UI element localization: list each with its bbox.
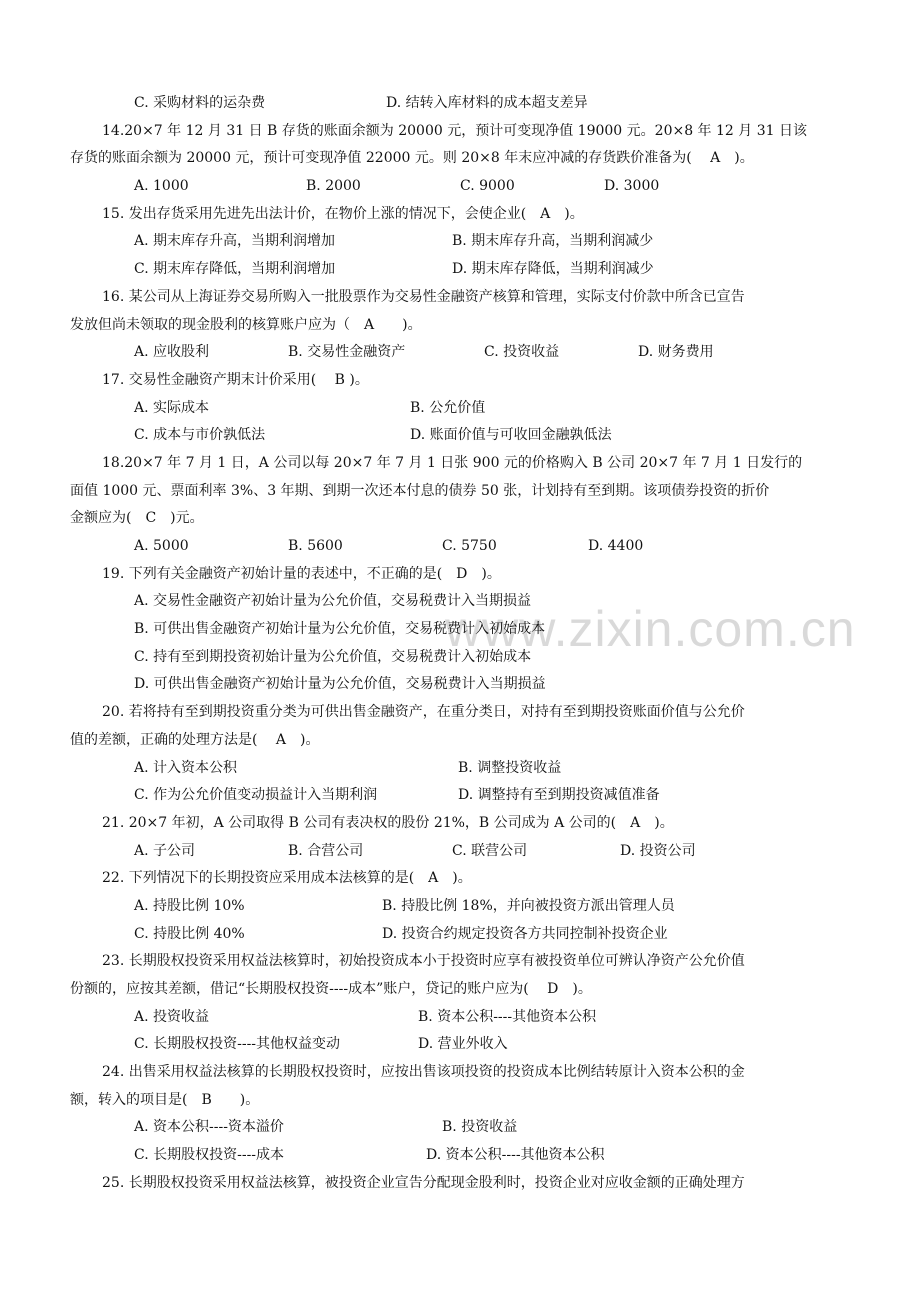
answer-option: C. 持有至到期投资初始计量为公允价值，交易税费计入初始成本 [134, 648, 532, 665]
answer-option: C. 长期股权投资----成本 [134, 1147, 285, 1164]
text-line [0, 1087, 920, 1115]
answer-option: D. 结转入库材料的成本超支差异 [386, 95, 588, 111]
text-line [0, 810, 920, 838]
text-line [0, 755, 920, 783]
question-stem: 22. 下列情况下的长期投资应采用成本法核算的是( A )。 [102, 870, 472, 887]
answer-option: A. 投资收益 [134, 1008, 210, 1025]
answer-option: C. 采购材料的运杂费 [134, 95, 266, 111]
text-line [0, 367, 920, 395]
answer-option: B. 合营公司 [288, 842, 364, 859]
answer-option: D. 资本公积----其他资本公积 [426, 1147, 605, 1164]
answer-option: B. 公允价值 [410, 399, 486, 416]
question-continuation: 发放但尚未领取的现金股利的核算账户应为（ A )。 [70, 316, 422, 333]
answer-option: B. 交易性金融资产 [288, 344, 406, 361]
text-line [0, 256, 920, 284]
answer-option: A. 持股比例 10% [134, 897, 245, 914]
answer-option: D. 可供出售金融资产初始计量为公允价值，交易税费计入当期损益 [134, 676, 546, 693]
text-line [0, 478, 920, 506]
text-line [0, 616, 920, 644]
question-continuation: 面值 1000 元、票面利率 3%、3 年期、到期一次还本付息的债券 50 张，计划持有至到期。该项债券投资的折价 [70, 482, 770, 499]
question-continuation: 金额应为( C )元。 [70, 510, 204, 527]
answer-option: C. 作为公允价值变动损益计入当期利润 [134, 787, 378, 804]
answer-option: A. 交易性金融资产初始计量为公允价值，交易税费计入当期损益 [134, 593, 532, 610]
question-continuation: 额，转入的项目是( B )。 [70, 1091, 260, 1108]
question-continuation: 值的差额，正确的处理方法是( A )。 [70, 731, 320, 748]
text-line [0, 505, 920, 533]
question-stem: 14.20×7 年 12 月 31 日 B 存货的账面余额为 20000 元，预计可变现净值 19000 元。20×8 年 12 月 31 日该 [102, 122, 807, 139]
answer-option: C. 5750 [442, 538, 497, 554]
answer-option: C. 期末库存降低，当期利润增加 [134, 261, 336, 278]
text-line [0, 1142, 920, 1170]
answer-option: C. 投资收益 [484, 344, 560, 361]
text-line [0, 284, 920, 312]
text-line [0, 782, 920, 810]
answer-option: D. 调整持有至到期投资减值准备 [458, 787, 660, 804]
answer-option: A. 子公司 [134, 842, 196, 859]
text-line [0, 422, 920, 450]
text-line [0, 893, 920, 921]
answer-option: B. 期末库存升高，当期利润减少 [452, 233, 654, 250]
text-line [0, 201, 920, 229]
document-page [0, 90, 920, 1198]
answer-option: D. 3000 [604, 178, 660, 195]
text-line [0, 588, 920, 616]
text-line [0, 948, 920, 976]
answer-option: C. 9000 [460, 178, 515, 195]
text-line [0, 339, 920, 367]
text-line [0, 228, 920, 256]
question-stem: 19. 下列有关金融资产初始计量的表述中，不正确的是( D )。 [102, 565, 501, 582]
question-stem: 21. 20×7 年初，A 公司取得 B 公司有表决权的股份 21%，B 公司成为 A 公司的( A )。 [102, 814, 674, 831]
question-stem: 15. 发出存货采用先进先出法计价，在物价上涨的情况下，会使企业( A )。 [102, 205, 584, 222]
text-line [0, 644, 920, 672]
answer-option: C. 成本与市价孰低法 [134, 427, 266, 444]
text-line [0, 450, 920, 478]
question-stem: 25. 长期股权投资采用权益法核算，被投资企业宣告分配现金股利时，投资企业对应收金额的正确处理方 [102, 1174, 745, 1191]
text-line [0, 90, 920, 118]
answer-option: D. 期末库存降低，当期利润减少 [452, 261, 654, 278]
text-line [0, 727, 920, 755]
answer-option: B. 5600 [288, 538, 343, 554]
answer-option: A. 实际成本 [134, 399, 210, 416]
answer-option: C. 持股比例 40% [134, 925, 245, 942]
text-line [0, 1059, 920, 1087]
text-line [0, 921, 920, 949]
question-continuation: 份额的，应按其差额，借记“长期股权投资----成本”账户，贷记的账户应为( D )。 [70, 981, 592, 997]
text-line [0, 145, 920, 173]
question-stem: 17. 交易性金融资产期末计价采用( B )。 [102, 371, 369, 388]
answer-option: A. 资本公积----资本溢价 [134, 1119, 284, 1136]
question-stem: 20. 若将持有至到期投资重分类为可供出售金融资产，在重分类日，对持有至到期投资账面价值与公允价 [102, 704, 745, 721]
text-line [0, 671, 920, 699]
text-line [0, 173, 920, 201]
answer-option: A. 应收股利 [134, 344, 210, 361]
text-line [0, 1031, 920, 1059]
answer-option: A. 5000 [134, 538, 189, 554]
answer-option: D. 4400 [588, 538, 644, 554]
text-line [0, 118, 920, 146]
answer-option: B. 可供出售金融资产初始计量为公允价值，交易税费计入初始成本 [134, 621, 546, 638]
answer-option: B. 资本公积----其他资本公积 [418, 1008, 597, 1025]
question-stem: 24. 出售采用权益法核算的长期股权投资时，应按出售该项投资的投资成本比例结转原计入资本公积的金 [102, 1064, 745, 1081]
question-continuation: 存货的账面余额为 20000 元，预计可变现净值 22000 元。则 20×8 年末应冲减的存货跌价准备为( A )。 [70, 150, 754, 167]
text-line [0, 1004, 920, 1032]
text-line [0, 976, 920, 1004]
text-line [0, 699, 920, 727]
answer-option: B. 调整投资收益 [458, 759, 562, 776]
watermark: www.zixin.com.cn [445, 601, 856, 657]
answer-option: C. 长期股权投资----其他权益变动 [134, 1036, 341, 1053]
question-stem: 23. 长期股权投资采用权益法核算时，初始投资成本小于投资时应享有被投资单位可辨认净资产公允价值 [102, 953, 745, 970]
answer-option: D. 财务费用 [638, 344, 714, 361]
answer-option: A. 1000 [134, 178, 189, 195]
answer-option: B. 持股比例 18%，并向被投资方派出管理人员 [382, 897, 675, 914]
answer-option: A. 期末库存升高，当期利润增加 [134, 233, 336, 250]
answer-option: D. 投资公司 [620, 842, 696, 859]
answer-option: B. 2000 [306, 178, 361, 195]
text-line [0, 865, 920, 893]
text-line [0, 838, 920, 866]
text-line [0, 1170, 920, 1198]
text-line [0, 561, 920, 589]
text-line [0, 312, 920, 340]
answer-option: D. 营业外收入 [418, 1036, 508, 1053]
text-line [0, 395, 920, 423]
answer-option: B. 投资收益 [442, 1119, 518, 1136]
answer-option: D. 账面价值与可收回金融孰低法 [410, 427, 612, 444]
text-line [0, 533, 920, 561]
answer-option: A. 计入资本公积 [134, 759, 238, 776]
answer-option: D. 投资合约规定投资各方共同控制补投资企业 [382, 925, 668, 942]
question-stem: 16. 某公司从上海证券交易所购入一批股票作为交易性金融资产核算和管理，实际支付价款中所含已宣告 [102, 288, 745, 305]
answer-option: C. 联营公司 [452, 842, 528, 859]
text-line [0, 1114, 920, 1142]
question-stem: 18.20×7 年 7 月 1 日，A 公司以每 20×7 年 7 月 1 日张 900 元的价格购入 B 公司 20×7 年 7 月 1 日发行的 [102, 454, 803, 471]
